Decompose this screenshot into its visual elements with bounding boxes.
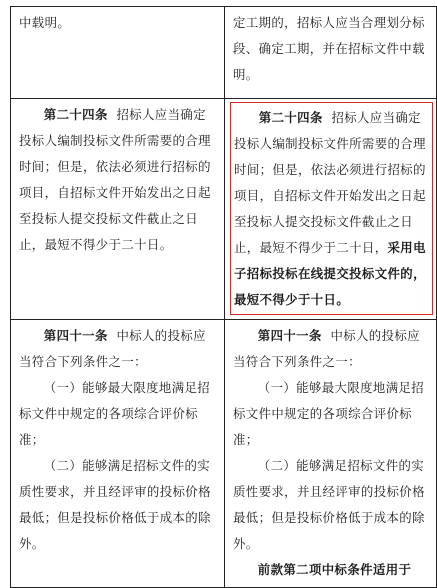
comparison-table <box>10 6 437 588</box>
article-number: 第四十一条 <box>257 328 322 343</box>
article-number: 第二十四条 <box>43 107 108 122</box>
article-intro: 中标人的投标应当符合下列条件之一： <box>233 328 420 369</box>
table-cell-original <box>11 7 225 99</box>
article-text: 招标人应当确定投标人编制投标文件所需要的合理时间；但是，依法必须进行招标的项目，自招标文件开始发出之日起至投标人提交投标文件截止之日止，最短不得少于二十日， <box>234 110 426 255</box>
table-cell-original <box>11 99 225 320</box>
table-row <box>11 7 437 99</box>
cell-text: 中载明。 <box>19 15 71 30</box>
cell-text: 定工期的，招标人应当合理划分标段、确定工期，并在招标文件中载明。 <box>233 15 425 82</box>
table-cell-revised <box>225 320 437 588</box>
table-cell-original <box>11 320 225 588</box>
revision-highlight-box <box>230 102 433 315</box>
added-text: 前款第二项中标条件适用于 <box>257 562 412 577</box>
article-paragraph <box>233 323 430 375</box>
added-text: 采用电子招标投标在线提交投标文件的，最短不得少于十日。 <box>234 240 426 307</box>
list-item: （一）能够最大限度地满足招标文件中规定的各项综合评价标准； <box>233 380 425 447</box>
article-number: 第二十四条 <box>258 110 323 125</box>
table-row <box>11 99 437 320</box>
article-intro: 中标人的投标应当符合下列条件之一： <box>19 328 206 369</box>
table-row <box>11 320 437 588</box>
article-number: 第四十一条 <box>43 328 108 343</box>
list-item: （一）能够最大限度地满足招标文件中规定的各项综合评价标准； <box>19 380 211 447</box>
article-paragraph <box>234 105 429 313</box>
article-text: 招标人应当确定投标人编制投标文件所需要的合理时间；但是，依法必须进行招标的项目，自招标文件开始发出之日起至投标人提交投标文件截止之日止，最短不得少于二十日。 <box>19 107 211 252</box>
table-cell-revised <box>225 7 437 99</box>
article-paragraph <box>19 102 218 258</box>
list-item: （二）能够满足招标文件的实质性要求，并且经评审的投标价格最低；但是投标价格低于成本的除外。 <box>233 458 425 551</box>
list-item: （二）能够满足招标文件的实质性要求，并且经评审的投标价格最低；但是投标价格低于成本的除外。 <box>19 458 211 551</box>
article-paragraph <box>19 323 218 375</box>
table-cell-revised <box>225 99 437 320</box>
